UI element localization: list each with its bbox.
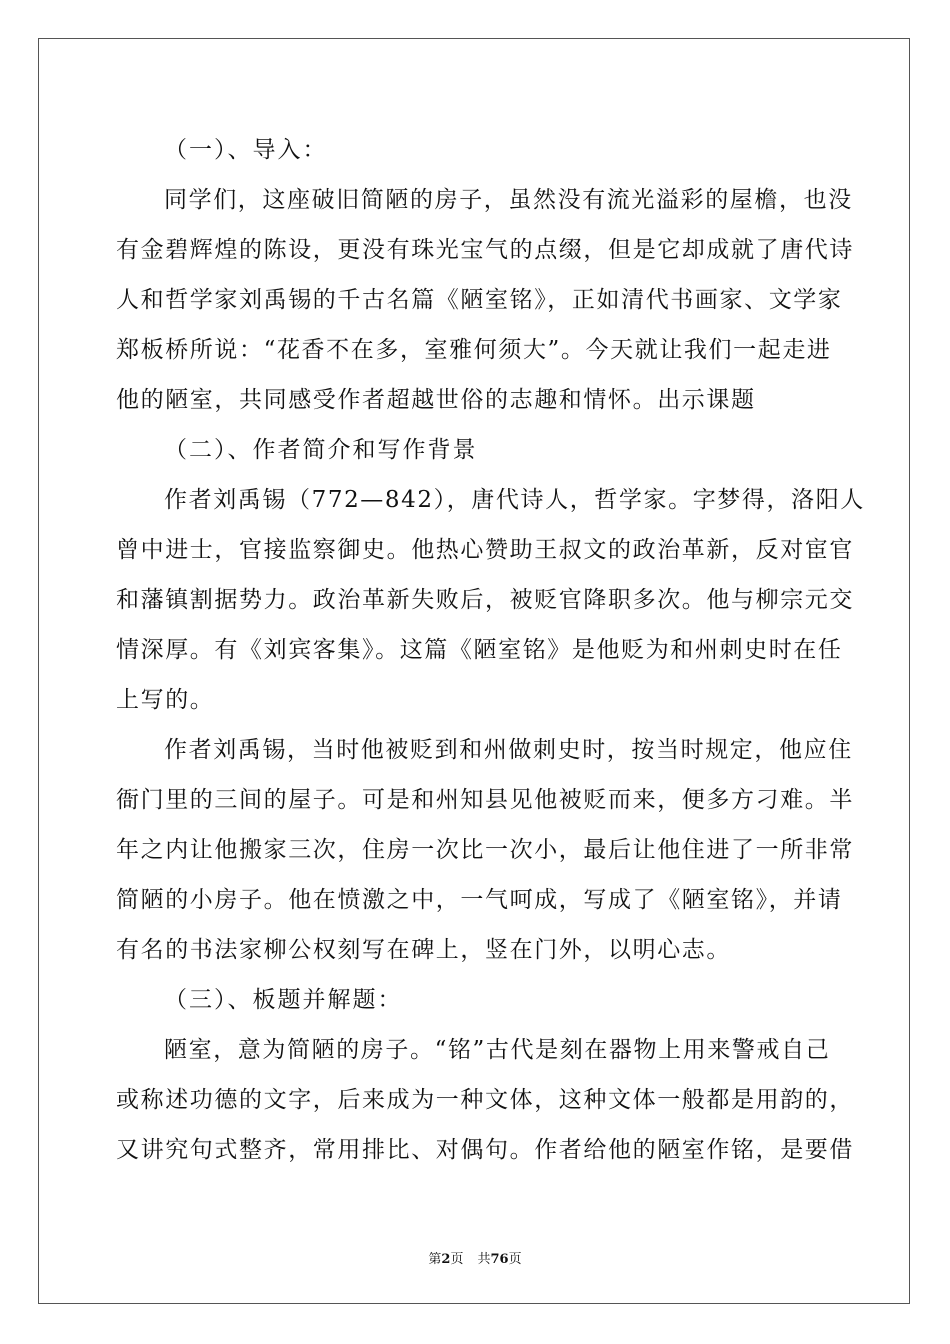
text-line: 上写的。 [116,687,215,713]
page-suffix: 页 [450,1252,464,1267]
text-line: 曾中进士，官接监察御史。他热心赞助王叔文的政治革新，反对宦官 [116,537,854,563]
section-heading: （二）、作者简介和写作背景 [164,437,478,463]
text-line: 郑板桥所说：“花香不在多，室雅何须大”。今天就让我们一起走进 [116,337,832,363]
text-line: 同学们，这座破旧简陋的房子，虽然没有流光溢彩的屋檐，也没 [164,187,853,213]
total-pages: 76 [490,1252,509,1267]
text-line: 有名的书法家柳公权刻写在碑上，竖在门外，以明心志。 [116,937,731,963]
text-line: 或称述功德的文字，后来成为一种文体，这种文体一般都是用韵的， [116,1087,854,1113]
text-line: 衙门里的三间的屋子。可是和州知县见他被贬而来，便多方刁难。半 [116,787,854,813]
page-number: 2 [441,1252,451,1267]
total-prefix: 共 [477,1252,491,1267]
section-heading: （一）、导入： [164,137,328,163]
text-line: 情深厚。有《刘宾客集》。这篇《陋室铭》是他贬为和州刺史时在任 [116,637,843,663]
text-line: 和藩镇割据势力。政治革新失败后，被贬官降职多次。他与柳宗元交 [116,587,854,613]
text-line: 作者刘禹锡，当时他被贬到和州做刺史时，按当时规定，他应住 [164,737,853,763]
text-line: 又讲究句式整齐，常用排比、对偶句。作者给他的陋室作铭，是要借 [116,1137,854,1163]
page-prefix: 第 [428,1252,442,1267]
text-line: 他的陋室，共同感受作者超越世俗的志趣和情怀。出示课题 [116,387,756,413]
text-line: 简陋的小房子。他在愤激之中，一气呵成，写成了《陋室铭》，并请 [116,887,843,913]
page-footer [0,1248,950,1267]
text-line: 有金碧辉煌的陈设，更没有珠光宝气的点缀，但是它却成就了唐代诗 [116,237,854,263]
document-body [116,125,865,1175]
text-line: 陋室，意为简陋的房子。“铭”古代是刻在器物上用来警戒自己 [164,1037,831,1063]
text-line: 人和哲学家刘禹锡的千古名篇《陋室铭》，正如清代书画家、文学家 [116,287,843,313]
text-line: 年之内让他搬家三次，住房一次比一次小，最后让他住进了一所非常 [116,837,854,863]
text-line: 作者刘禹锡（772—842），唐代诗人，哲学家。字梦得，洛阳人 [164,487,865,513]
section-heading: （三）、板题并解题： [164,987,403,1013]
total-suffix: 页 [508,1252,522,1267]
